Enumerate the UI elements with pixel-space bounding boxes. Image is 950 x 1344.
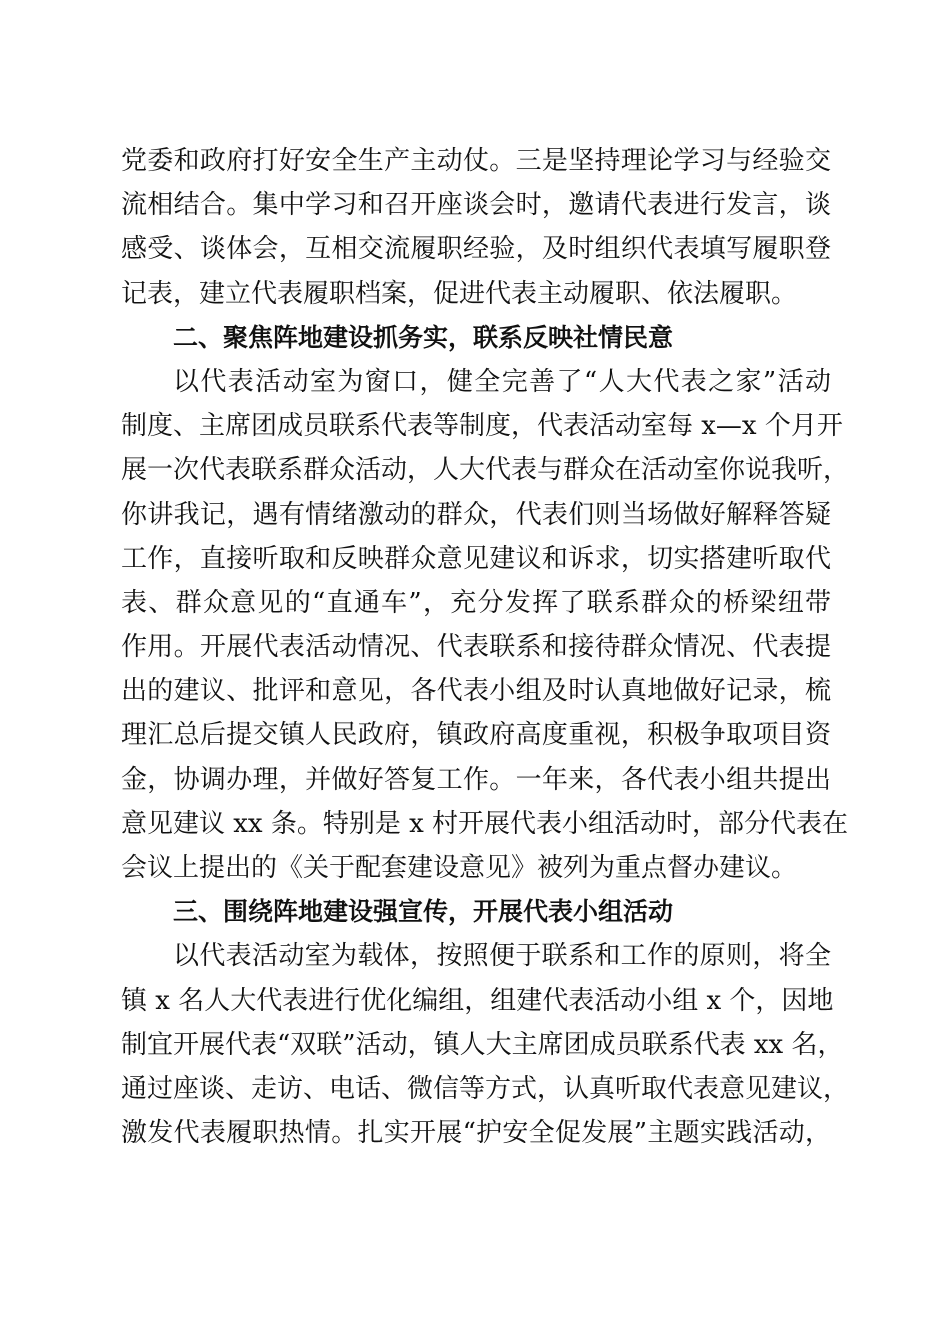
paragraph-line: 感受、谈体会，互相交流履职经验，及时组织代表填写履职登 xyxy=(121,234,831,265)
paragraph-line: 通过座谈、走访、电话、微信等方式，认真听取代表意见建议， xyxy=(121,1073,850,1104)
paragraph-line: 党委和政府打好安全生产主动仗。三是坚持理论学习与经验交 xyxy=(121,146,831,176)
section-heading-3: 三、围绕阵地建设强宣传，开展代表小组活动 xyxy=(173,897,674,927)
paragraph-line: 出的建议、批评和意见，各代表小组及时认真地做好记录，梳 xyxy=(121,676,831,707)
paragraph-line: 记表，建立代表履职档案，促进代表主动履职、依法履职。 xyxy=(121,278,798,309)
paragraph-line: 表、群众意见的“直通车”，充分发挥了联系群众的桥梁纽带 xyxy=(121,587,831,618)
paragraph-line: 工作，直接听取和反映群众意见建议和诉求，切实搭建听取代 xyxy=(121,543,831,574)
paragraph-line: 展一次代表联系群众活动，人大代表与群众在活动室你说我听， xyxy=(121,455,850,486)
paragraph-line: 理汇总后提交镇人民政府，镇政府高度重视，积极争取项目资 xyxy=(121,720,831,751)
paragraph-line: 金，协调办理，并做好答复工作。一年来，各代表小组共提出 xyxy=(121,764,831,795)
paragraph-line: 镇 x 名人大代表进行优化编组，组建代表活动小组 x 个，因地 xyxy=(121,985,834,1016)
paragraph-line: 意见建议 xx 条。特别是 x 村开展代表小组活动时，部分代表在 xyxy=(121,808,849,839)
paragraph-line: 以代表活动室为窗口，健全完善了“人大代表之家”活动 xyxy=(173,366,831,397)
paragraph-line: 制宜开展代表“双联”活动，镇人大主席团成员联系代表 xx 名， xyxy=(121,1029,844,1060)
paragraph-line: 你讲我记，遇有情绪激动的群众，代表们则当场做好解释答疑 xyxy=(121,499,831,530)
paragraph-line: 以代表活动室为载体，按照便于联系和工作的原则，将全 xyxy=(173,941,831,972)
section-heading-2: 二、聚焦阵地建设抓务实，联系反映社情民意 xyxy=(173,322,674,352)
paragraph-line: 作用。开展代表活动情况、代表联系和接待群众情况、代表提 xyxy=(121,632,831,663)
paragraph-line: 制度、主席团成员联系代表等制度，代表活动室每 x—x 个月开 xyxy=(121,411,843,442)
paragraph-line: 激发代表履职热情。扎实开展“护安全促发展”主题实践活动， xyxy=(121,1118,831,1149)
document-body xyxy=(121,139,850,1155)
paragraph-line: 会议上提出的《关于配套建设意见》被列为重点督办建议。 xyxy=(121,853,798,883)
paragraph-line: 流相结合。集中学习和召开座谈会时，邀请代表进行发言，谈 xyxy=(121,190,831,221)
